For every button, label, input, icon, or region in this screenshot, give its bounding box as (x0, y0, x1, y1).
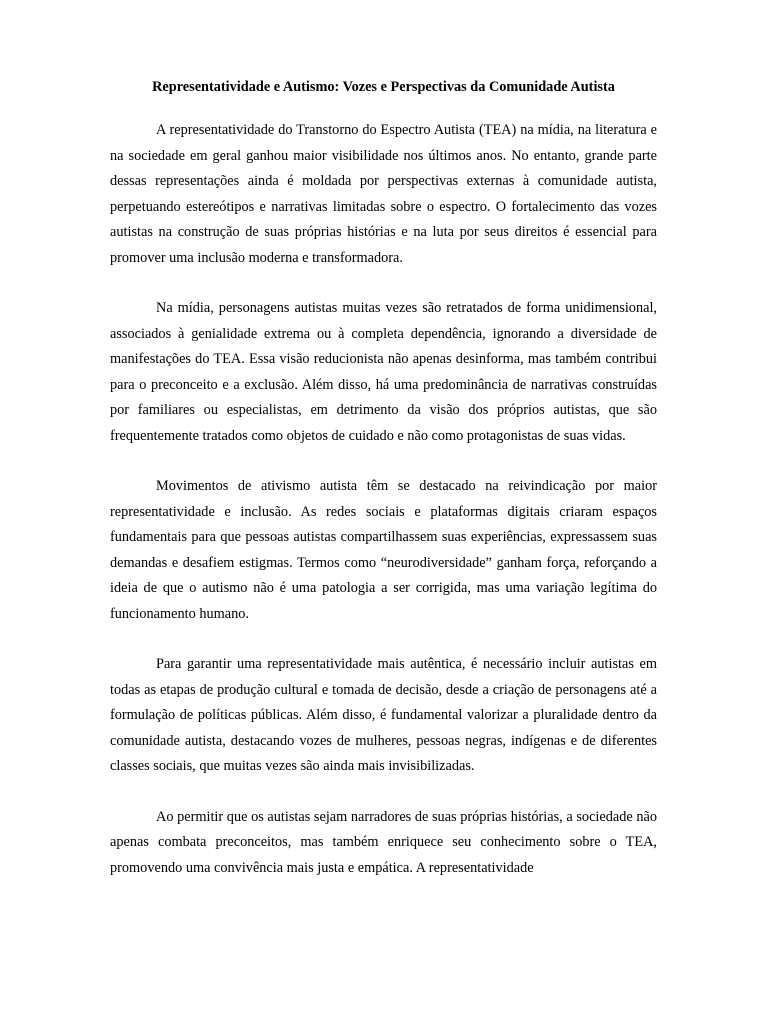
paragraph-4: Para garantir uma representatividade mais autêntica, é necessário incluir autistas em todas as etapas de produção cultural e tomada de decisão, desde a criação de personagens até a formulação de políticas públicas. Além disso, é fundamental valorizar a pluralidade dentro da comunidade autista, destacando vozes de mulheres, pessoas negras, indígenas e de diferentes classes sociais, que muitas vezes são ainda mais invisibilizadas. (110, 656, 657, 775)
paragraph-5: Ao permitir que os autistas sejam narradores de suas próprias histórias, a sociedade não apenas combata preconceitos, mas também enriquece seu conhecimento sobre o TEA, promovendo uma convivência mais justa e empática. A representatividade (110, 808, 657, 876)
paragraph-2: Na mídia, personagens autistas muitas vezes são retratados de forma unidimensional, associados à genialidade extrema ou à completa dependência, ignorando a diversidade de manifestações do TEA. Essa visão reducionista não apenas desinforma, mas também contribui para o preconceito e a exclusão. Além disso, há uma predominância de narrativas construídas por familiares ou especialistas, em detrimento da visão dos próprios autistas, que são frequentemente tratados como objetos de cuidado e não como protagonistas de suas vidas. (110, 300, 657, 444)
paragraph-3: Movimentos de ativismo autista têm se destacado na reivindicação por maior representatividade e inclusão. As redes sociais e plataformas digitais criaram espaços fundamentais para que pessoas autistas compartilhassem suas experiências, expressassem suas demandas e desafiem estigmas. Termos como “neurodiversidade” ganham força, reforçando a ideia de que o autismo não é uma patologia a ser corrigida, mas uma variação legítima do funcionamento humano. (110, 478, 657, 622)
document-page (110, 79, 657, 881)
paragraph-1: A representatividade do Transtorno do Espectro Autista (TEA) na mídia, na literatura e na sociedade em geral ganhou maior visibilidade nos últimos anos. No entanto, grande parte dessas representações ainda é moldada por perspectivas externas à comunidade autista, perpetuando estereótipos e narrativas limitadas sobre o espectro. O fortalecimento das vozes autistas na construção de suas próprias histórias e na luta por seus direitos é essencial para promover uma inclusão moderna e transformadora. (110, 122, 657, 266)
document-title: Representatividade e Autismo: Vozes e Perspectivas da Comunidade Autista (152, 79, 615, 95)
